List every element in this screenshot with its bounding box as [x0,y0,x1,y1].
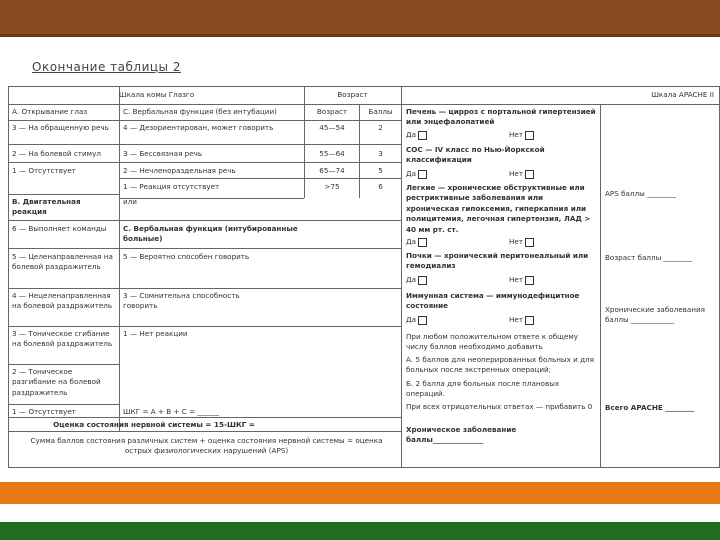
apache-header: Шкала APACHE II [651,90,714,99]
no-checkbox[interactable] [525,316,534,325]
motor-row: 1 — Отсутствует [12,407,76,416]
green-stripe [0,522,720,540]
divider [600,104,601,467]
slide-title: Окончание таблицы 2 [32,60,181,74]
age-points: 2 [378,123,383,132]
divider [9,104,719,105]
motor-row: 4 — Нецеленаправленная на болевой раздражитель [12,291,113,311]
apache-item-kidneys [406,251,598,272]
eye-opening-header: А. Открывание глаз [12,107,88,116]
motor-row: 5 — Целенаправленная на болевой раздражитель [12,252,113,272]
yes-checkbox[interactable] [418,276,427,285]
age-points: 5 [378,166,383,175]
age-value: 65—74 [319,166,345,175]
chronic-disease-score: Хроническое заболевание баллы______________ [406,425,517,445]
no-checkbox[interactable] [525,238,534,247]
age-value: >75 [324,182,340,191]
age-points: 6 [378,182,383,191]
divider [9,431,401,432]
yes-no-row [509,169,534,179]
points-column-header: Баллы [368,107,393,116]
eye-row: 3 — На обращенную речь [12,123,109,132]
no-label: Нет [509,169,524,178]
yes-no-row [509,237,534,247]
divider [9,120,401,121]
gcs-formula: ШКГ = А + В + С = ______ [123,407,219,416]
divider [119,87,120,431]
divider [9,326,401,327]
motor-row: 6 — Выполняет команды [12,224,107,233]
divider [9,144,401,145]
apache-item-label: Иммунная система — иммунодефицитное состояние [406,291,580,311]
chronic-score: Хронические заболевания баллы ____________ [605,305,706,325]
bottom-color-band [0,482,720,540]
divider [9,162,401,163]
yes-label: Да [406,237,417,246]
yes-checkbox[interactable] [418,238,427,247]
no-label: Нет [509,275,524,284]
intubated-row: 3 — Сомнительна способность говорить [123,291,240,311]
intubated-row: 1 — Нет реакции [123,329,188,338]
age-value: 55—64 [319,149,345,158]
glasgow-header: Шкала комы Глазго [118,90,195,99]
no-label: Нет [509,130,524,139]
no-label: Нет [509,237,524,246]
age-points: 3 [378,149,383,158]
divider [9,404,119,405]
verbal-row: 4 — Дезориентирован, может говорить [123,123,274,132]
eye-row: 1 — Отсутствует [12,166,76,175]
yes-checkbox[interactable] [418,316,427,325]
verbal-row: 1 — Реакция отсутствует [123,182,220,191]
apache-item-liver [406,107,598,128]
yes-no-row [406,130,427,140]
apache-note: При всех отрицательных ответах — прибавить 0 [406,402,593,411]
apache-item-label: Легкие — хронические обструктивные или рестриктивные заболевания или хроническая гипоксемия, гиперкапния или полицитемия, легочная гипертензия, ЛАД > 40 мм рт. ст. [406,183,591,234]
apache-item-label: Почки — хронический перитонеальный или гемодиализ [406,251,589,271]
apache-item-label: СОС — IV класс по Нью-Йоркской классификации [406,145,545,165]
yes-checkbox[interactable] [418,131,427,140]
yes-no-row [509,315,534,325]
divider [9,364,119,365]
intubated-verbal-header: С. Вербальная функция (интубированные больные) [123,224,298,244]
apache-item-lungs [406,183,598,235]
age-header: Возраст [337,90,368,99]
apache-note: А. 5 баллов для неоперированных больных и для больных после экстренных операций; [406,355,594,375]
white-stripe [0,504,720,522]
aps-score: APS баллы ________ [605,189,676,198]
top-color-band [0,0,720,37]
no-checkbox[interactable] [525,170,534,179]
apache-note: Б. 2 балла для больных после плановых операций. [406,379,560,399]
aps-footnote: Сумма баллов состояния различных систем + оценка состояния нервной системы = оценка острых физиологических нарушений (APS) [30,436,383,456]
yes-no-row [406,275,427,285]
apache-item-label: Печень — цирроз с портальной гипертензией или энцефалопатией [406,107,596,127]
cns-assessment: Оценка состояния нервной системы = 15-ШКГ = [53,420,255,429]
motor-header: В. Двигательная реакция [12,197,81,217]
yes-no-row [509,275,534,285]
apache-item-immune [406,291,598,312]
age-value: 45—54 [319,123,345,132]
motor-row: 2 — Тоническое разгибание на болевой раздражитель [12,367,101,397]
no-label: Нет [509,315,524,324]
divider [9,248,401,249]
yes-label: Да [406,169,417,178]
apache-note: При любом положительном ответе к общему числу баллов необходимо добавить [406,332,579,352]
yes-no-row [406,169,427,179]
yes-no-row [509,130,534,140]
divider [9,194,119,195]
orange-stripe [0,482,720,504]
top-band-shadow [0,34,720,37]
verbal-row: 2 — Нечленораздельная речь [123,166,236,175]
verbal-row: 3 — Бессвязная речь [123,149,203,158]
divider [119,178,401,179]
apache-item-cvs [406,145,598,166]
age-column-header: Возраст [316,107,348,116]
age-score: Возраст баллы ________ [605,253,693,262]
yes-label: Да [406,275,417,284]
yes-no-row [406,237,427,247]
yes-label: Да [406,130,417,139]
divider [9,288,401,289]
yes-no-row [406,315,427,325]
yes-label: Да [406,315,417,324]
or-label: или [123,197,137,206]
divider [9,220,401,221]
yes-checkbox[interactable] [418,170,427,179]
verbal-header: С. Вербальная функция (без интубации) [123,107,277,116]
assessment-table [8,86,720,468]
apache-total: Всего APACHE ________ [605,403,694,412]
motor-row: 3 — Тоническое сгибание на болевой раздражитель [12,329,113,349]
no-checkbox[interactable] [525,276,534,285]
divider [401,87,402,467]
eye-row: 2 — На болевой стимул [12,149,101,158]
intubated-row: 5 — Вероятно способен говорить [123,252,250,261]
no-checkbox[interactable] [525,131,534,140]
